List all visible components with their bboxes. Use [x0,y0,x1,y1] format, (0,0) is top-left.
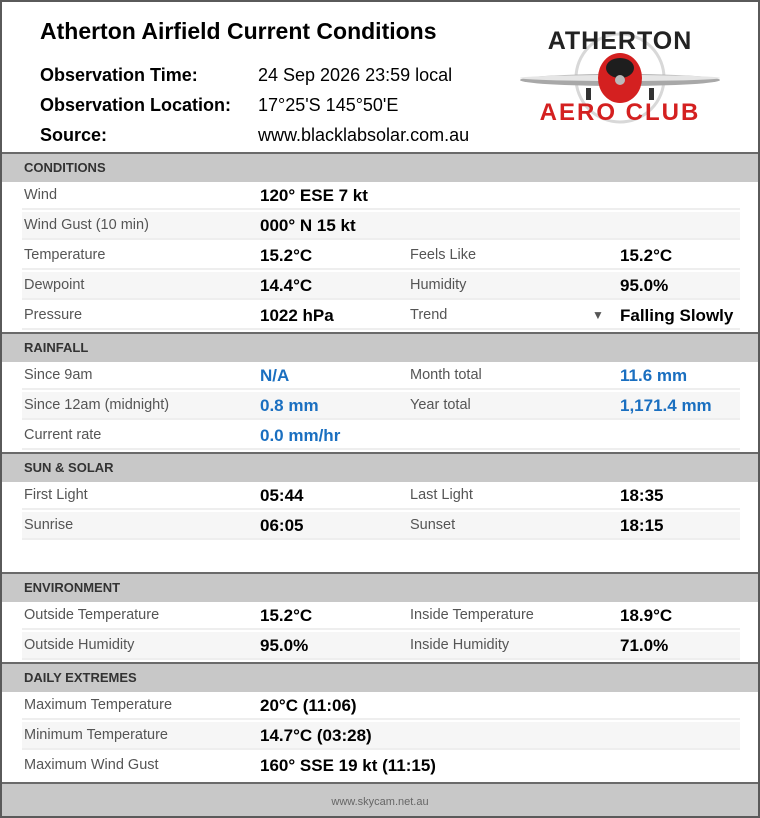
observation-location-label: Observation Location: [40,95,232,115]
row-wind [22,182,740,210]
max-temperature-label: Maximum Temperature [24,697,173,713]
humidity-label: Humidity [410,277,467,293]
wind-value: 120° ESE 7 kt [260,186,368,205]
outside-temperature-label: Outside Temperature [24,607,160,623]
row-first-light [22,482,740,510]
row-sunrise [22,512,740,540]
row-outside-humidity [22,632,740,660]
footer-link[interactable]: www.skycam.net.au [2,782,758,816]
row-outside-temperature [22,602,740,630]
observation-location-value: 17°25'S 145°50'E [258,95,399,115]
current-rate-value: 0.0 mm/hr [260,426,341,445]
inside-humidity-value: 71.0% [620,636,669,655]
row-pressure [22,302,740,330]
dewpoint-value: 14.4°C [260,276,313,295]
dewpoint-label: Dewpoint [24,277,85,293]
temperature-value: 15.2°C [260,246,313,265]
year-total-value: 1,171.4 mm [620,396,712,415]
page-title: Atherton Airfield Current Conditions [40,18,437,44]
source-link[interactable]: www.blacklabsolar.com.au [258,125,470,145]
trend-label: Trend [410,307,448,323]
wind-gust-value: 000° N 15 kt [260,216,356,235]
sunset-label: Sunset [410,517,456,533]
source-label: Source: [40,125,108,145]
since-midnight-label: Since 12am (midnight) [24,397,170,413]
wind-gust-label: Wind Gust (10 min) [24,217,149,233]
outside-humidity-value: 95.0% [260,636,309,655]
since-9am-value: N/A [260,366,290,385]
section-rainfall: RAINFALL [2,332,758,362]
trend-down-icon: ▼ [592,308,604,322]
outside-humidity-label: Outside Humidity [24,637,135,653]
max-wind-gust-label: Maximum Wind Gust [24,757,159,773]
row-wind-gust [22,212,740,240]
observation-time-value: 24 Sep 2026 23:59 local [258,65,453,85]
row-temperature [22,242,740,270]
current-rate-label: Current rate [24,427,102,443]
inside-temperature-value: 18.9°C [620,606,673,625]
temperature-label: Temperature [24,247,106,263]
aero-club-logo [518,22,722,126]
section-sun-solar: SUN & SOLAR [2,452,758,482]
min-temperature-label: Minimum Temperature [24,727,168,743]
max-temperature-value: 20°C (11:06) [260,696,357,715]
inside-temperature-label: Inside Temperature [410,607,534,623]
outside-temperature-value: 15.2°C [260,606,313,625]
last-light-value: 18:35 [620,486,664,505]
row-dewpoint [22,272,740,300]
section-conditions: CONDITIONS [2,152,758,182]
since-9am-label: Since 9am [24,367,93,383]
sunrise-label: Sunrise [24,517,74,533]
year-total-label: Year total [410,397,471,413]
row-max-temperature [22,692,740,720]
min-temperature-value: 14.7°C (03:28) [260,726,372,745]
header [2,2,758,152]
observation-time-label: Observation Time: [40,65,198,85]
row-max-wind-gust [22,752,740,780]
wind-label: Wind [24,187,58,203]
first-light-value: 05:44 [260,486,304,505]
inside-humidity-label: Inside Humidity [410,637,510,653]
row-since-9am [22,362,740,390]
row-min-temperature [22,722,740,750]
feels-like-label: Feels Like [410,247,477,263]
section-environment: ENVIRONMENT [2,572,758,602]
humidity-value: 95.0% [620,276,669,295]
trend-value: Falling Slowly [620,306,734,325]
section-daily-extremes: DAILY EXTREMES [2,662,758,692]
sunset-value: 18:15 [620,516,664,535]
pressure-label: Pressure [24,307,83,323]
logo-line1: ATHERTON [547,27,693,55]
feels-like-value: 15.2°C [620,246,673,265]
first-light-label: First Light [24,487,88,503]
pressure-value: 1022 hPa [260,306,334,325]
since-midnight-value: 0.8 mm [260,396,319,415]
month-total-label: Month total [410,367,482,383]
sunrise-value: 06:05 [260,516,304,535]
row-current-rate [22,422,740,450]
row-since-midnight [22,392,740,420]
last-light-label: Last Light [410,487,473,503]
max-wind-gust-value: 160° SSE 19 kt (11:15) [260,756,436,775]
month-total-value: 11.6 mm [620,366,688,385]
logo-line2: AERO CLUB [539,99,701,126]
